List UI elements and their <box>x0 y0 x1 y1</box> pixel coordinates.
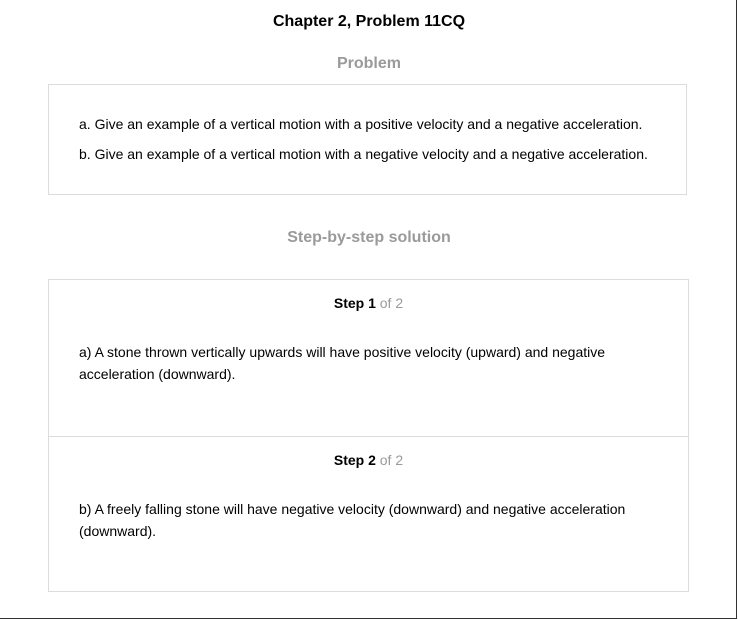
step-label: Step 2 <box>333 452 376 468</box>
step-label: Step 1 <box>333 295 376 311</box>
steps-box <box>48 279 689 592</box>
page-title: Chapter 2, Problem 11CQ <box>272 13 466 30</box>
step-header-2 <box>49 451 688 469</box>
step-header-1 <box>49 294 688 312</box>
problem-part-b: b. Give an example of a vertical motion with a negative velocity and a negative acceleration. <box>79 146 648 162</box>
step-text: a) A stone thrown vertically upwards will have positive velocity (upward) and negative acceleration (downward). <box>79 344 606 382</box>
problem-part-a: a. Give an example of a vertical motion with a positive velocity and a negative acceleration. <box>79 116 643 132</box>
solution-heading: Step-by-step solution <box>287 229 451 246</box>
problem-box <box>48 84 687 195</box>
step-count: of 2 <box>375 452 404 468</box>
step-card-1 <box>49 280 688 437</box>
step-text: b) A freely falling stone will have negative velocity (downward) and negative acceleration (downward). <box>79 501 626 539</box>
problem-heading: Problem <box>336 55 401 72</box>
step-count: of 2 <box>375 295 404 311</box>
step-card-2 <box>49 437 688 592</box>
